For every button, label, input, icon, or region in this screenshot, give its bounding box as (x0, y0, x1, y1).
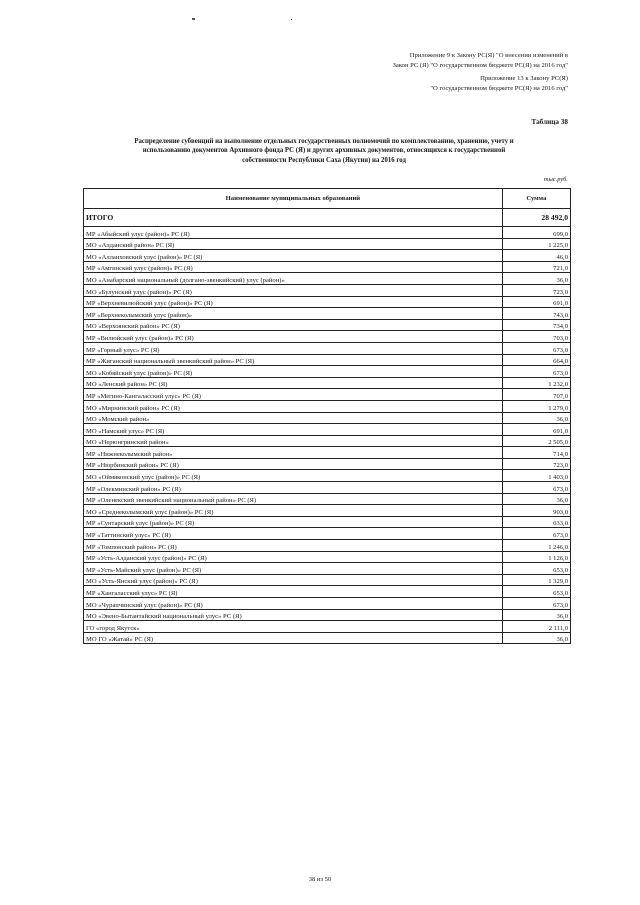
table-row (84, 632, 571, 644)
table-row (84, 377, 571, 389)
table-row (84, 308, 571, 320)
table-row (84, 424, 571, 436)
subsidy-sum: 699,0 (502, 227, 570, 239)
appendix-line: Приложение 13 к Закону РС(Я) (480, 75, 568, 82)
scan-speck (192, 18, 195, 20)
municipality-name: МО «Момский район» (84, 412, 503, 424)
table-row (84, 227, 571, 239)
table-row (84, 250, 571, 262)
municipality-name: МР «Верхневилюйский улус (район)» РС (Я) (84, 296, 503, 308)
subsidy-sum: 903,0 (502, 505, 570, 517)
municipality-name: МР «Жиганский национальный эвенкийский район» РС (Я) (84, 354, 503, 366)
municipality-name: МР «Усть-Алданский улус (район)» РС (Я) (84, 551, 503, 563)
subsidy-sum: 2 505,0 (502, 435, 570, 447)
subsidy-sum: 1 246,0 (502, 540, 570, 552)
title-line: собственности Республики Саха (Якутия) на 2016 год (242, 156, 406, 164)
table-row (84, 284, 571, 296)
municipality-name: МО «Аллаиховский улус (район)» РС (Я) (84, 250, 503, 262)
table-number: Таблица 38 (531, 118, 568, 126)
subsidy-sum: 691,0 (502, 296, 570, 308)
subsidy-sum: 36,0 (502, 609, 570, 621)
municipality-name: МР «Верхнеколымский улус (район)» (84, 308, 503, 320)
municipality-name: МО «Кобяйский улус (район)» РС (Я) (84, 366, 503, 378)
municipality-name: МО «Эвено-Бытантайский национальный улус» РС (Я) (84, 609, 503, 621)
municipality-name: МР «Таттинский улус» РС (Я) (84, 528, 503, 540)
table-row (84, 273, 571, 285)
table-row (84, 447, 571, 459)
subsidy-table (83, 188, 571, 644)
table-row (84, 389, 571, 401)
page-number: 38 из 50 (308, 876, 332, 883)
unit-label: тыс.руб. (543, 176, 568, 183)
subsidy-sum: 653,0 (502, 586, 570, 598)
subsidy-sum: 1 225,0 (502, 238, 570, 250)
scan-speck (291, 19, 292, 20)
municipality-name: МО «Алданский район» РС (Я) (84, 238, 503, 250)
total-row (84, 209, 571, 227)
municipality-name: МР «Томпонский район» РС (Я) (84, 540, 503, 552)
table-row (84, 342, 571, 354)
table-row (84, 366, 571, 378)
table-row (84, 458, 571, 470)
table-row (84, 435, 571, 447)
table-row (84, 331, 571, 343)
subsidy-sum: 1 232,0 (502, 377, 570, 389)
table-row (84, 400, 571, 412)
subsidy-sum: 653,0 (502, 563, 570, 575)
table-row (84, 609, 571, 621)
subsidy-sum: 691,0 (502, 424, 570, 436)
appendix-9-note (393, 51, 568, 71)
subsidy-sum: 723,0 (502, 458, 570, 470)
table-row (84, 505, 571, 517)
municipality-name: МР «Оленекский эвенкийский национальный район» РС (Я) (84, 493, 503, 505)
table-row (84, 354, 571, 366)
table-row (84, 493, 571, 505)
table-row (84, 586, 571, 598)
subsidy-sum: 36,0 (502, 273, 570, 285)
municipality-name: МР «Сунтарский улус (район)» РС (Я) (84, 516, 503, 528)
document-title (96, 137, 552, 165)
municipality-name: МР «Абыйский улус (район)» РС (Я) (84, 227, 503, 239)
municipality-name: МО «Среднеколымский улус (район)» РС (Я) (84, 505, 503, 517)
table-row (84, 551, 571, 563)
subsidy-sum: 664,0 (502, 354, 570, 366)
subsidy-sum: 1 403,0 (502, 470, 570, 482)
municipality-name: МР «Нюрбинский район» РС (Я) (84, 458, 503, 470)
subsidy-sum: 673,0 (502, 598, 570, 610)
municipality-name: МО «Нерюнгринский район» (84, 435, 503, 447)
subsidy-sum: 673,0 (502, 342, 570, 354)
subsidy-sum: 36,0 (502, 493, 570, 505)
subsidy-sum: 46,0 (502, 250, 570, 262)
subsidy-sum: 721,0 (502, 261, 570, 273)
subsidy-sum: 703,0 (502, 331, 570, 343)
table-row (84, 470, 571, 482)
subsidy-sum: 673,0 (502, 482, 570, 494)
subsidy-sum: 633,0 (502, 516, 570, 528)
table-row (84, 598, 571, 610)
municipality-name: МР «Хангаласский улус» РС (Я) (84, 586, 503, 598)
municipality-name: МР «Горный улус» РС (Я) (84, 342, 503, 354)
municipality-name: МР «Вилюйский улус (район)» РС (Я) (84, 331, 503, 343)
municipality-name: МО «Чурапчинский улус (район)» РС (Я) (84, 598, 503, 610)
subsidy-sum: 1 329,0 (502, 574, 570, 586)
table-row (84, 238, 571, 250)
municipality-name: МО «Оймяконский улус (район)» РС (Я) (84, 470, 503, 482)
table-row (84, 261, 571, 273)
table-header-row (84, 189, 571, 209)
title-line: Распределение субвенций на выполнение отдельных государственных полномочий по комплектованию, хранению, учету и (134, 138, 514, 145)
table-row (84, 412, 571, 424)
municipality-name: МО «Усть-Янский улус (район)» РС (Я) (84, 574, 503, 586)
municipality-name: МО «Анабарский национальный (долгано-эвенкийский) улус (район)» (84, 273, 503, 285)
subsidy-sum: 673,0 (502, 366, 570, 378)
municipality-name: МР «Нижнеколымский район» (84, 447, 503, 459)
table-row (84, 574, 571, 586)
municipality-name: МО «Ленский район» РС (Я) (84, 377, 503, 389)
municipality-name: МР «Амгинский улус (район)» РС (Я) (84, 261, 503, 273)
table-row (84, 482, 571, 494)
subsidy-sum: 743,0 (502, 308, 570, 320)
table-row (84, 563, 571, 575)
table-row (84, 296, 571, 308)
table-row (84, 516, 571, 528)
subsidy-sum: 707,0 (502, 389, 570, 401)
table-row (84, 621, 571, 633)
municipality-name: МР «Олекминский район» РС (Я) (84, 482, 503, 494)
appendix-line: Закон РС (Я) "О государственном бюджете РС(Я) на 2016 год" (392, 62, 568, 69)
appendix-13-note (430, 74, 568, 94)
subsidy-sum: 36,0 (502, 632, 570, 644)
municipality-name: МР «Усть-Майский улус (район)» РС (Я) (84, 563, 503, 575)
total-label: ИТОГО (84, 209, 503, 227)
title-line: использованию документов Архивного фонда РС (Я) и других архивных документов, относящихся к государственной (142, 147, 506, 155)
subsidy-sum: 1 279,0 (502, 400, 570, 412)
total-sum: 28 492,0 (502, 209, 570, 227)
table-row (84, 319, 571, 331)
subsidy-sum: 2 111,0 (502, 621, 570, 633)
municipality-name: МО «Мирнинский район» РС (Я) (84, 400, 503, 412)
municipality-name: ГО «город Якутск» (84, 621, 503, 633)
column-header-sum: Сумма (502, 189, 570, 209)
table-row (84, 528, 571, 540)
municipality-name: МО «Верхоянский район» РС (Я) (84, 319, 503, 331)
municipality-name: МО «Булунский улус (район)» РС (Я) (84, 284, 503, 296)
table-row (84, 540, 571, 552)
subsidy-sum: 734,0 (502, 319, 570, 331)
appendix-line: Приложение 9 к Закону РС(Я) "О внесении изменений в (409, 52, 568, 59)
municipality-name: МР «Мегино-Кангаласский улус» РС (Я) (84, 389, 503, 401)
subsidy-sum: 723,0 (502, 284, 570, 296)
municipality-name: МО ГО «Жатай» РС (Я) (84, 632, 503, 644)
subsidy-sum: 673,0 (502, 528, 570, 540)
subsidy-sum: 714,0 (502, 447, 570, 459)
appendix-line: "О государственном бюджете РС(Я) на 2016 год" (430, 85, 568, 92)
municipality-name: МО «Намский улус» РС (Я) (84, 424, 503, 436)
column-header-name: Наименование муниципальных образований (84, 189, 503, 209)
subsidy-sum: 36,0 (502, 412, 570, 424)
subsidy-sum: 1 126,0 (502, 551, 570, 563)
